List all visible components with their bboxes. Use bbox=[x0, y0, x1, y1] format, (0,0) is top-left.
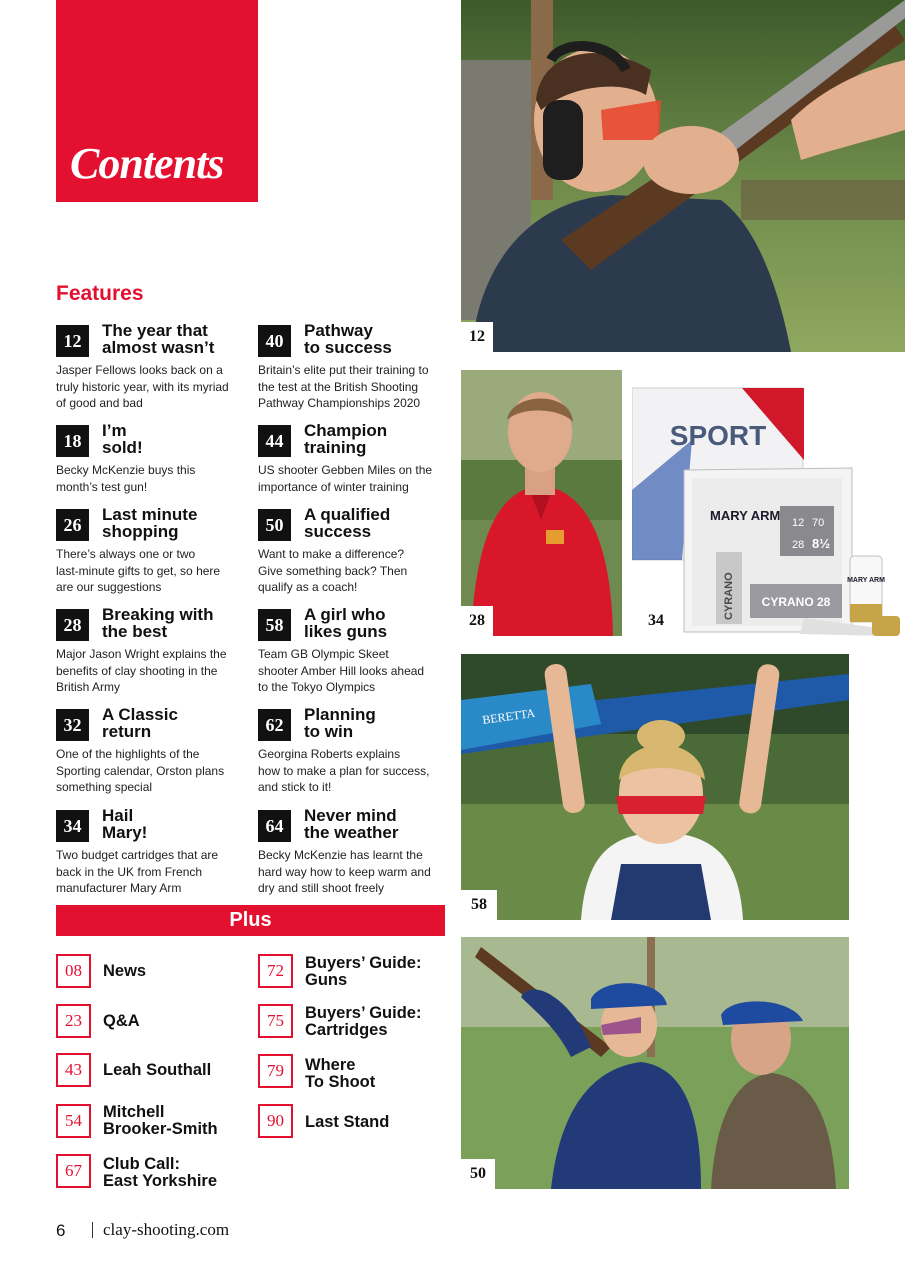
feature-title: I’m sold! bbox=[102, 421, 143, 457]
cartridge-photo-art bbox=[632, 370, 905, 636]
shooter-photo-art bbox=[461, 0, 905, 352]
page-number-badge: 50 bbox=[258, 509, 291, 541]
plus-title: Buyers’ Guide: Guns bbox=[305, 954, 422, 989]
photo-cartridges[interactable] bbox=[632, 370, 905, 636]
plus-title: Club Call: East Yorkshire bbox=[103, 1155, 218, 1190]
coaching-photo-art bbox=[461, 937, 849, 1189]
man-photo-art bbox=[461, 370, 622, 636]
feature-description: Georgina Roberts explains how to make a plan for success, and stick to it! bbox=[258, 747, 430, 795]
page-number-badge: 26 bbox=[56, 509, 89, 541]
plus-title: Where To Shoot bbox=[305, 1056, 376, 1091]
feature-description: Becky McKenzie buys this month’s test gun! bbox=[56, 463, 196, 494]
feature-title: A Classic return bbox=[102, 705, 178, 741]
feature-title: The year that almost wasn’t bbox=[102, 321, 215, 357]
feature-title: Never mind the weather bbox=[304, 806, 399, 842]
feature-title: A girl who likes guns bbox=[304, 605, 388, 641]
page-number-badge: 44 bbox=[258, 425, 291, 457]
shell-brand-label: MARY ARM bbox=[847, 577, 885, 584]
page-number-badge: 08 bbox=[56, 954, 91, 988]
footer-divider bbox=[92, 1222, 93, 1238]
page-number: 6 bbox=[56, 1221, 66, 1240]
photo-page-tag: 34 bbox=[648, 612, 664, 629]
feature-title: A qualified success bbox=[304, 505, 391, 541]
feature-description: US shooter Gebben Miles on the importance of winter training bbox=[258, 463, 433, 494]
page-number-badge: 62 bbox=[258, 709, 291, 741]
page-number-badge: 75 bbox=[258, 1004, 293, 1038]
plus-title: Mitchell Brooker-Smith bbox=[103, 1103, 218, 1138]
spec-shot: 8½ bbox=[812, 536, 831, 551]
photo-page-tag: 58 bbox=[461, 890, 497, 920]
feature-description: Britain’s elite put their training to the test at the British Shooting Pathway Championships 2020 bbox=[258, 363, 429, 411]
plus-item[interactable] bbox=[258, 1004, 448, 1040]
plus-item[interactable] bbox=[56, 1104, 246, 1140]
feature-description: Jasper Fellows looks back on a truly historic year, with its myriad of good and bad bbox=[56, 363, 229, 411]
spec-length: 70 bbox=[812, 517, 825, 529]
plus-title: Last Stand bbox=[305, 1113, 390, 1131]
plus-title: Buyers’ Guide: Cartridges bbox=[305, 1004, 422, 1039]
page-number-badge: 12 bbox=[56, 325, 89, 357]
feature-description: One of the highlights of the Sporting calendar, Orston plans something special bbox=[56, 747, 225, 795]
spec-load: 28 bbox=[792, 539, 805, 551]
plus-item[interactable] bbox=[258, 1054, 448, 1090]
page-number-badge: 58 bbox=[258, 609, 291, 641]
plus-title: Q&A bbox=[103, 1012, 140, 1030]
feature-title: Pathway to success bbox=[304, 321, 392, 357]
page-number-badge: 18 bbox=[56, 425, 89, 457]
plus-heading: Plus bbox=[56, 905, 445, 936]
page-number-badge: 64 bbox=[258, 810, 291, 842]
page-number-badge: 67 bbox=[56, 1154, 91, 1188]
box-back-label: SPORT bbox=[669, 420, 767, 451]
feature-description: Two budget cartridges that are back in the UK from French manufacturer Mary Arm bbox=[56, 848, 219, 896]
plus-item[interactable] bbox=[56, 954, 246, 990]
feature-title: Hail Mary! bbox=[102, 806, 148, 842]
photo-page-tag: 50 bbox=[461, 1159, 495, 1189]
feature-description: Team GB Olympic Skeet shooter Amber Hill looks ahead to the Tokyo Olympics bbox=[258, 647, 425, 695]
feature-description: Major Jason Wright explains the benefits of clay shooting in the British Army bbox=[56, 647, 227, 695]
page-number-badge: 28 bbox=[56, 609, 89, 641]
feature-title: Last minute shopping bbox=[102, 505, 198, 541]
page-number-badge: 72 bbox=[258, 954, 293, 988]
box-front-label: CYRANO 28 bbox=[761, 595, 831, 609]
page-number-badge: 32 bbox=[56, 709, 89, 741]
plus-item[interactable] bbox=[56, 1004, 246, 1040]
brand-label: MARY ARM bbox=[710, 508, 781, 523]
page-number-badge: 79 bbox=[258, 1054, 293, 1088]
features-heading: Features bbox=[56, 282, 144, 305]
plus-item[interactable] bbox=[56, 1154, 246, 1190]
photo-page-tag: 12 bbox=[461, 322, 493, 352]
page-number-badge: 40 bbox=[258, 325, 291, 357]
contents-title-block bbox=[56, 0, 258, 202]
site-url[interactable]: clay-shooting.com bbox=[103, 1220, 230, 1239]
photo-coaching[interactable] bbox=[461, 937, 849, 1189]
page-number-badge: 54 bbox=[56, 1104, 91, 1138]
feature-description: Want to make a difference? Give something back? Then qualify as a coach! bbox=[258, 547, 408, 595]
photo-shooter-aiming[interactable] bbox=[461, 0, 905, 352]
page-number-badge: 43 bbox=[56, 1053, 91, 1087]
feature-title: Champion training bbox=[304, 421, 388, 457]
photo-page-tag: 28 bbox=[461, 606, 493, 636]
page-title: Contents bbox=[70, 139, 224, 188]
plus-item[interactable] bbox=[258, 954, 448, 990]
feature-description: Becky McKenzie has learnt the hard way how to keep warm and dry and still shoot freely bbox=[258, 848, 431, 896]
gun-engraving: BERETTA bbox=[481, 705, 536, 727]
feature-title: Planning to win bbox=[304, 705, 376, 741]
page-number-badge: 23 bbox=[56, 1004, 91, 1038]
plus-title: Leah Southall bbox=[103, 1061, 212, 1079]
shell-side-label: CYRANO bbox=[723, 572, 735, 620]
spec-gauge: 12 bbox=[792, 517, 805, 529]
woman-photo-art bbox=[461, 654, 849, 920]
plus-item[interactable] bbox=[258, 1104, 448, 1140]
plus-item[interactable] bbox=[56, 1053, 246, 1089]
page-number-badge: 34 bbox=[56, 810, 89, 842]
photo-woman-shooter[interactable] bbox=[461, 654, 849, 920]
page-number-badge: 90 bbox=[258, 1104, 293, 1138]
photo-man-red-polo[interactable] bbox=[461, 370, 622, 636]
feature-title: Breaking with the best bbox=[102, 605, 214, 641]
feature-description: There’s always one or two last-minute gifts to get, so here are our suggestions bbox=[56, 547, 221, 595]
plus-title: News bbox=[103, 962, 147, 980]
